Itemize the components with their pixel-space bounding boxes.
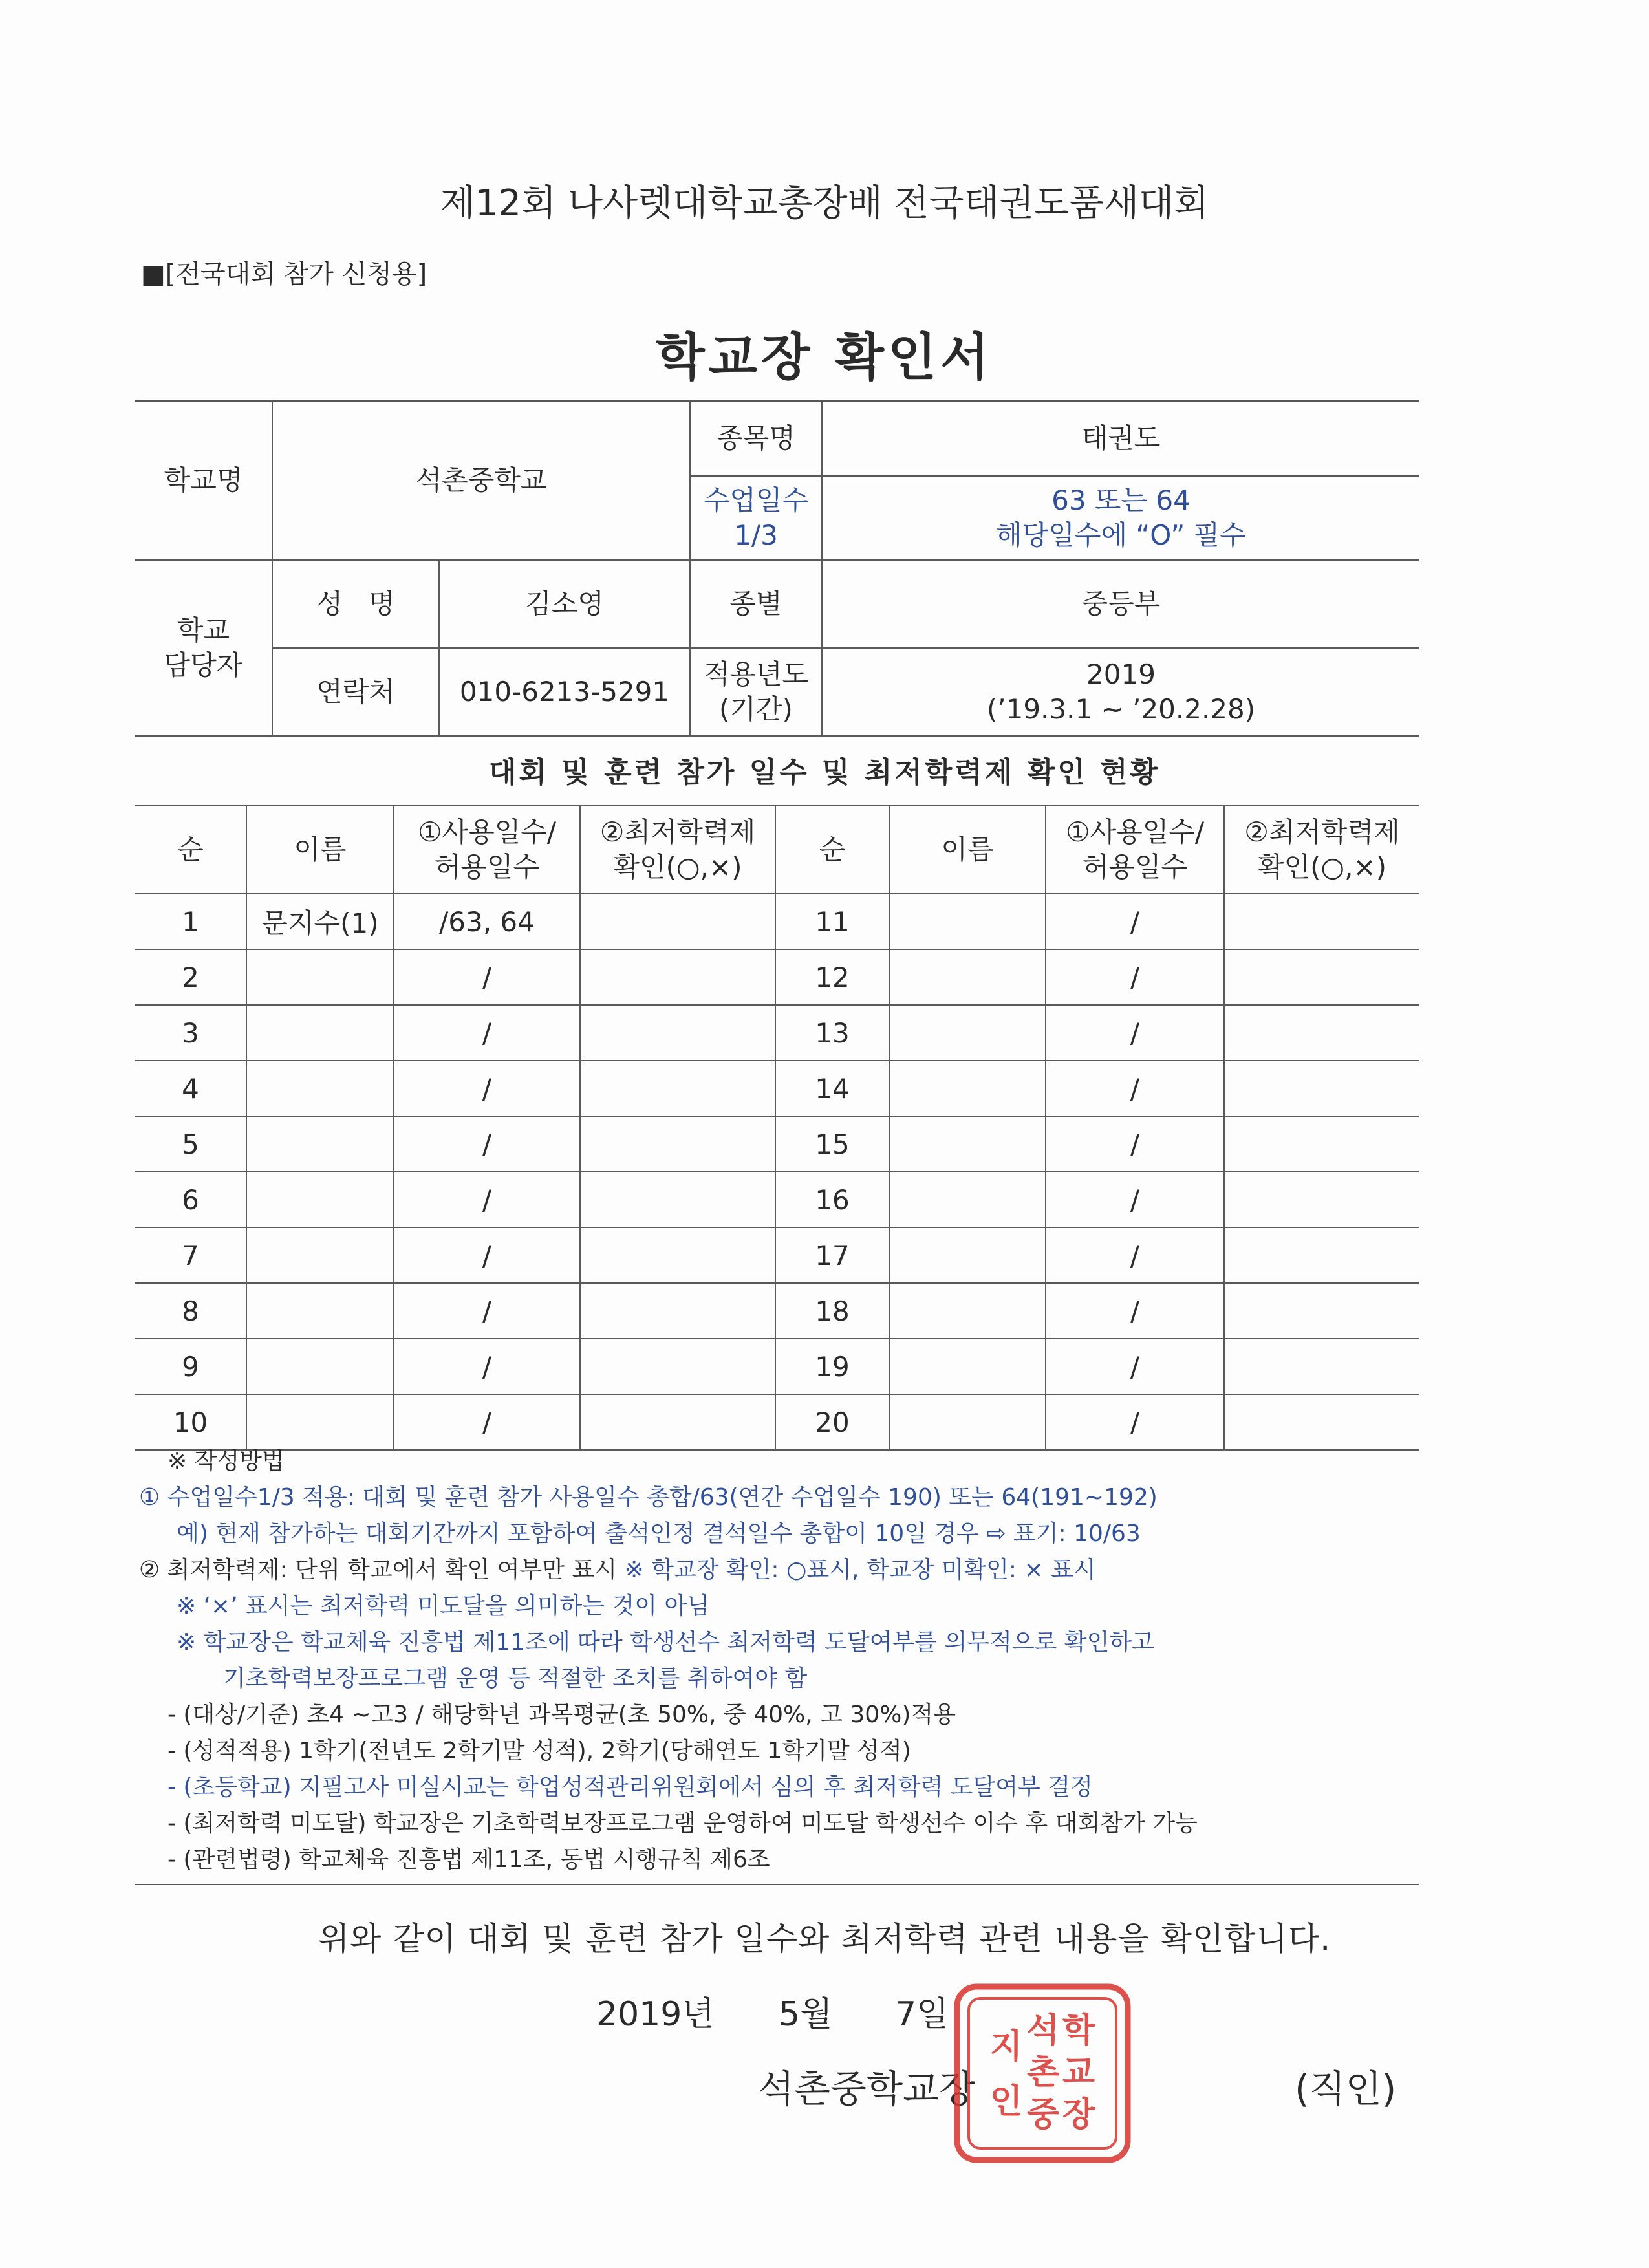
row-days: /: [394, 1061, 580, 1116]
detail-4: - (최저학력 미도달) 학교장은 기초학력보장프로그램 운영하여 미도달 학생선수 이수 후 대회참가 가능: [167, 1810, 1198, 1837]
class-days-value-line2: 해당일수에 “O” 필수: [996, 519, 1246, 551]
row-days: /: [394, 1005, 580, 1061]
note-2: [135, 1552, 1428, 1588]
note-4-line2: 기초학력보장프로그램 운영 등 적절한 조치를 취하여야 함: [223, 1665, 808, 1692]
year-value-line1: 2019: [1086, 658, 1156, 690]
header-days: [394, 806, 580, 894]
note-3: ※ ‘×’ 표시는 최저학력 미도달을 의미하는 것이 아님: [177, 1593, 710, 1619]
row-name-right: [889, 1005, 1046, 1061]
table-header-row: [135, 806, 1419, 894]
seal-glyph: 중: [1026, 2095, 1060, 2134]
row-days: /: [394, 1339, 580, 1394]
row-seq: 1: [135, 894, 246, 949]
header-days-right-line1: ①사용일수/: [1065, 816, 1205, 848]
application-tag: ■[전국대회 참가 신청용]: [141, 259, 427, 289]
row-seq: 9: [135, 1339, 246, 1394]
principal-name: 석촌중학교장: [758, 2067, 976, 2111]
table-row: [135, 894, 1419, 949]
row-seq-right: 20: [775, 1394, 889, 1450]
row-days: /: [394, 1227, 580, 1283]
year-label-line1: 적용년도: [703, 658, 809, 690]
row-name-right: [889, 894, 1046, 949]
school-name-value: 석촌중학교: [272, 401, 690, 560]
row-seq: 7: [135, 1227, 246, 1283]
person-name-value: 김소영: [439, 560, 690, 648]
class-days-label-line2: 1/3: [734, 519, 778, 551]
row-check-right: [1224, 894, 1419, 949]
header-name-right: 이름: [889, 806, 1046, 894]
note-1-line2: 예) 현재 참가하는 대회기간까지 포함하여 출석인정 결석일수 총합이 10일 경우 ⇨ 표기: 10/63: [177, 1520, 1141, 1547]
info-table: [135, 400, 1419, 737]
note-2-black: ② 최저학력제: 단위 학교에서 확인 여부만 표시: [139, 1557, 618, 1583]
note-2-blue: ※ 학교장 확인: ○표시, 학교장 미확인: × 표시: [617, 1557, 1096, 1583]
seal-glyph: 장: [1062, 2095, 1095, 2134]
row-seq: 5: [135, 1116, 246, 1172]
sport-value: 태권도: [822, 401, 1419, 476]
row-check: [580, 1172, 775, 1227]
row-check: [580, 1283, 775, 1339]
row-check-right: [1224, 949, 1419, 1005]
official-seal-stamp: [949, 1980, 1137, 2168]
header-days-right-line2: 허용일수: [1082, 851, 1188, 883]
date-year: 2019년: [596, 1995, 715, 2034]
header-name: 이름: [246, 806, 394, 894]
row-seq: 4: [135, 1061, 246, 1116]
school-name-label: 학교명: [135, 401, 272, 560]
row-seq-right: 18: [775, 1283, 889, 1339]
row-days: /63, 64: [394, 894, 580, 949]
division-label: 종별: [690, 560, 822, 648]
seal-glyph: 석: [1026, 2011, 1060, 2050]
header-days-line2: 허용일수: [434, 851, 540, 883]
row-days-right: /: [1046, 1005, 1224, 1061]
header-check-right: [1224, 806, 1419, 894]
row-check-right: [1224, 1283, 1419, 1339]
row-check-right: [1224, 1005, 1419, 1061]
year-label: [690, 648, 822, 736]
notes-divider: [135, 1884, 1419, 1885]
manager-label-line1: 학교: [177, 614, 230, 646]
row-name-right: [889, 1172, 1046, 1227]
row-check-right: [1224, 1339, 1419, 1394]
row-days-right: /: [1046, 1061, 1224, 1116]
table-row: [135, 1283, 1419, 1339]
row-name: 문지수(1): [246, 894, 394, 949]
header-days-line1: ①사용일수/: [417, 816, 557, 848]
row-days: /: [394, 1283, 580, 1339]
row-check: [580, 1227, 775, 1283]
seal-glyph: 학: [1062, 2011, 1095, 2050]
row-seq-right: 12: [775, 949, 889, 1005]
seal-label: (직인): [1295, 2067, 1397, 2111]
row-check-right: [1224, 1116, 1419, 1172]
contact-label: 연락처: [272, 648, 439, 736]
row-check: [580, 1394, 775, 1450]
row-name-right: [889, 1227, 1046, 1283]
table-row: [135, 949, 1419, 1005]
row-check-right: [1224, 1061, 1419, 1116]
detail-2: - (성적적용) 1학기(전년도 2학기말 성적), 2학기(당해연도 1학기말 성적): [167, 1738, 911, 1764]
seal-glyph: 촌: [1026, 2053, 1060, 2092]
detail-3: - (초등학교) 지필고사 미실시교는 학업성적관리위원회에서 심의 후 최저학력 도달여부 결정: [167, 1774, 1093, 1800]
header-check-right-line1: ②최저학력제: [1244, 816, 1400, 848]
row-seq: 6: [135, 1172, 246, 1227]
row-seq-right: 13: [775, 1005, 889, 1061]
header-days-right: [1046, 806, 1224, 894]
row-check: [580, 1116, 775, 1172]
row-name-right: [889, 1116, 1046, 1172]
manager-label-line2: 담당자: [164, 649, 243, 681]
header-check-right-line2: 확인(○,×): [1257, 851, 1387, 883]
manager-label: [135, 560, 272, 736]
row-days-right: /: [1046, 949, 1224, 1005]
year-label-line2: (기간): [719, 693, 793, 725]
writing-instructions: [135, 1443, 1428, 1878]
year-value-line2: (’19.3.1 ~ ’20.2.28): [986, 693, 1256, 725]
table-row: [135, 1061, 1419, 1116]
year-value: [822, 648, 1419, 736]
table-row: [135, 1339, 1419, 1394]
note-4-line1: ※ 학교장은 학교체육 진흥법 제11조에 따라 학생선수 최저학력 도달여부를 의무적으로 확인하고: [177, 1629, 1154, 1656]
header-check-line1: ②최저학력제: [599, 816, 756, 848]
seal-glyph: 지: [989, 2027, 1023, 2066]
row-check: [580, 949, 775, 1005]
class-days-label: [690, 476, 822, 560]
detail-1: - (대상/기준) 초4 ~고3 / 해당학년 과목평균(초 50%, 중 40%, 고 30%)적용: [167, 1701, 956, 1728]
seal-glyph: 인: [989, 2082, 1023, 2121]
table-row: [135, 1116, 1419, 1172]
row-days-right: /: [1046, 894, 1224, 949]
row-check: [580, 1339, 775, 1394]
row-name: [246, 1172, 394, 1227]
detail-5: - (관련법령) 학교체육 진흥법 제11조, 동법 시행규칙 제6조: [167, 1846, 770, 1873]
row-name: [246, 1116, 394, 1172]
class-days-value-line1: 63 또는 64: [1051, 484, 1191, 516]
row-name: [246, 949, 394, 1005]
header-seq: 순: [135, 806, 246, 894]
row-check-right: [1224, 1172, 1419, 1227]
class-days-label-line1: 수업일수: [703, 484, 809, 516]
notes-heading: ※ 작성방법: [167, 1448, 285, 1474]
table-row: [135, 1227, 1419, 1283]
header-check: [580, 806, 775, 894]
table-row: [135, 1394, 1419, 1450]
row-check-right: [1224, 1394, 1419, 1450]
row-name: [246, 1227, 394, 1283]
row-name-right: [889, 1339, 1046, 1394]
row-seq-right: 11: [775, 894, 889, 949]
row-seq-right: 19: [775, 1339, 889, 1394]
contact-value: 010-6213-5291: [439, 648, 690, 736]
row-days-right: /: [1046, 1227, 1224, 1283]
row-name: [246, 1283, 394, 1339]
confirm-text: 위와 같이 대회 및 훈련 참가 일수와 최저학력 관련 내용을 확인합니다.: [318, 1920, 1331, 1958]
row-check: [580, 1005, 775, 1061]
table-row: [135, 1172, 1419, 1227]
date-day: 7일: [895, 1995, 949, 2034]
row-name: [246, 1005, 394, 1061]
row-name-right: [889, 1394, 1046, 1450]
row-seq: 8: [135, 1283, 246, 1339]
row-seq-right: 17: [775, 1227, 889, 1283]
division-value: 중등부: [822, 560, 1419, 648]
row-check: [580, 1061, 775, 1116]
row-name: [246, 1339, 394, 1394]
row-days-right: /: [1046, 1116, 1224, 1172]
row-days: /: [394, 1172, 580, 1227]
participation-table: [135, 805, 1419, 1451]
row-days-right: /: [1046, 1394, 1224, 1450]
date-month: 5월: [779, 1995, 833, 2034]
document-title: 학교장 확인서: [656, 329, 993, 387]
row-name: [246, 1061, 394, 1116]
row-days: /: [394, 1116, 580, 1172]
row-days-right: /: [1046, 1339, 1224, 1394]
row-name-right: [889, 1283, 1046, 1339]
row-days: /: [394, 1394, 580, 1450]
table-row: [135, 1005, 1419, 1061]
row-days: /: [394, 949, 580, 1005]
header-seq-right: 순: [775, 806, 889, 894]
row-seq: 10: [135, 1394, 246, 1450]
row-seq: 3: [135, 1005, 246, 1061]
class-days-value: [822, 476, 1419, 560]
row-name-right: [889, 949, 1046, 1005]
person-name-label: 성 명: [272, 560, 439, 648]
header-check-line2: 확인(○,×): [613, 851, 742, 883]
row-check-right: [1224, 1227, 1419, 1283]
row-days-right: /: [1046, 1172, 1224, 1227]
row-days-right: /: [1046, 1283, 1224, 1339]
row-seq-right: 16: [775, 1172, 889, 1227]
seal-glyph: 교: [1062, 2053, 1095, 2092]
section-title: 대회 및 훈련 참가 일수 및 최저학력제 확인 현황: [488, 756, 1161, 789]
row-name-right: [889, 1061, 1046, 1116]
row-name: [246, 1394, 394, 1450]
sport-label: 종목명: [690, 401, 822, 476]
row-seq-right: 14: [775, 1061, 889, 1116]
row-seq-right: 15: [775, 1116, 889, 1172]
event-title: 제12회 나사렛대학교총장배 전국태권도품새대회: [440, 182, 1209, 224]
row-seq: 2: [135, 949, 246, 1005]
note-1-line1: ① 수업일수1/3 적용: 대회 및 훈련 참가 사용일수 총합/63(연간 수업일수 190) 또는 64(191~192): [139, 1484, 1158, 1511]
row-check: [580, 894, 775, 949]
